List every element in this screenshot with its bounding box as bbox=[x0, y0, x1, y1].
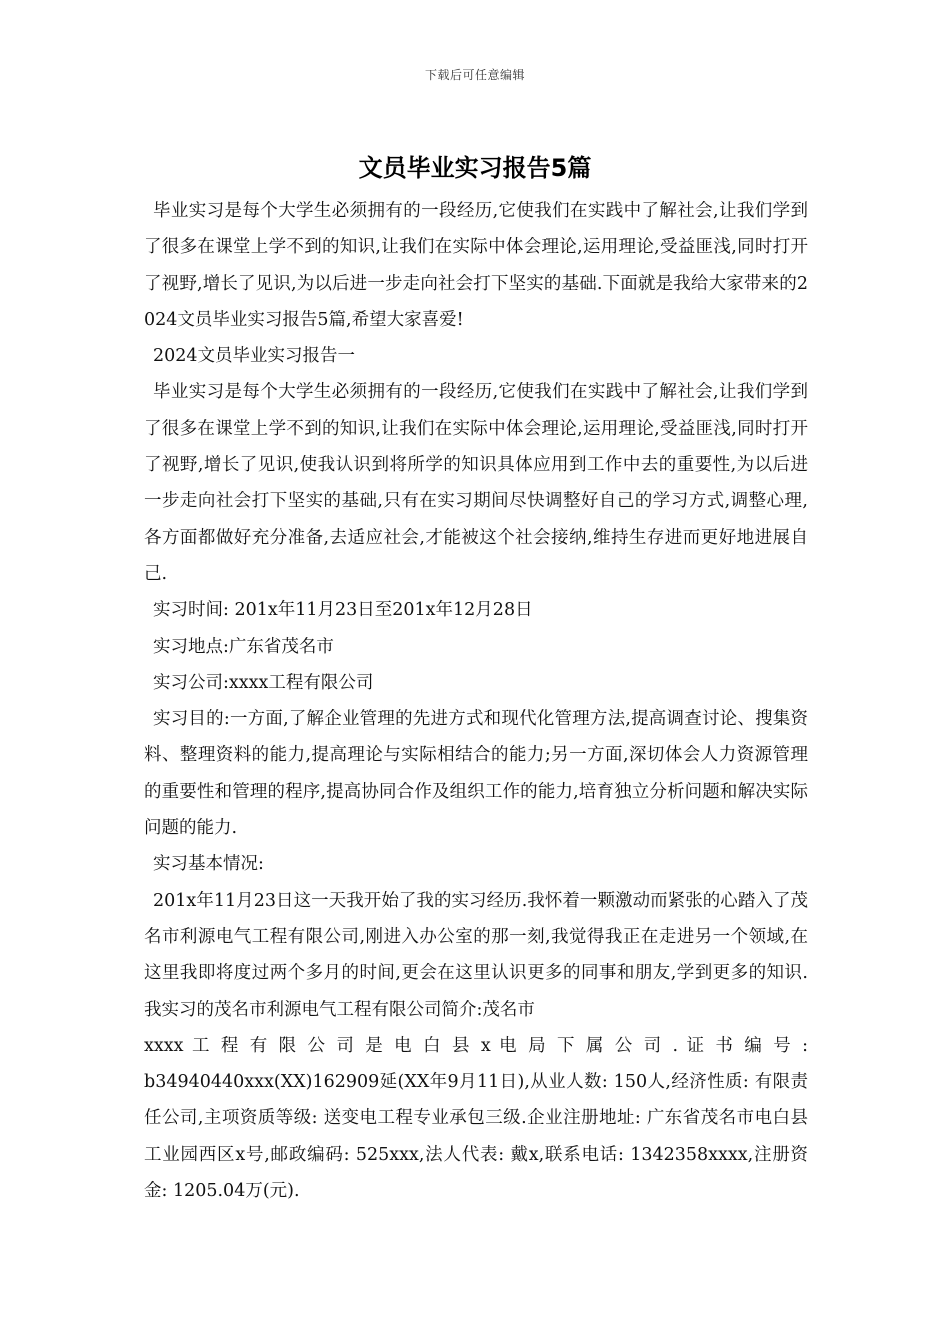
internship-company: 实习公司:xxxx工程有限公司 bbox=[153, 672, 374, 693]
company-details: b34940440xxx(XX)162909延(XX年9月11日),从业人数: 150人,经济性质: 有限责任公司,主项资质等级: 送变电工程专业承包三级.企业注册地址: 广东省茂名市电白县工业园西区x号,邮政编码: 525xxx,法人代表: 戴x,联系电话: 1342358xxxx,注册资金: 1205.04万(元). bbox=[144, 1072, 808, 1202]
document-title: 文员毕业实习报告5篇 bbox=[358, 154, 592, 182]
company-description-line: xxxx 工 程 有 限 公 司 是 电 白 县 x 电 局 下 属 公 司 . 证 书 编 号 : bbox=[144, 1035, 808, 1056]
internship-narrative: 201x年11月23日这一天我开始了我的实习经历.我怀着一颗激动而紧张的心踏入了茂名市利源电气工程有限公司,刚进入办公室的那一刻,我觉得我正在走进另一个领域,在这里我即将度过两个多月的时间,更会在这里认识更多的同事和朋友,学到更多的知识.我实习的茂名市利源电气工程有限公司简介:茂名市 bbox=[144, 890, 808, 1020]
body-paragraph: 毕业实习是每个大学生必须拥有的一段经历,它使我们在实践中了解社会,让我们学到了很多在课堂上学不到的知识,让我们在实际中体会理论,运用理论,受益匪浅,同时打开了视野,增长了见识,使我认识到将所学的知识具体应用到工作中去的重要性,为以后进一步走向社会打下坚实的基础,只有在实习期间尽快调整好自己的学习方式,调整心理,各方面都做好充分准备,去适应社会,才能被这个社会接纳,维持生存进而更好地进展自己. bbox=[144, 382, 808, 584]
intro-paragraph: 毕业实习是每个大学生必须拥有的一段经历,它使我们在实践中了解社会,让我们学到了很多在课堂上学不到的知识,让我们在实际中体会理论,运用理论,受益匪浅,同时打开了视野,增长了见识,为以后进一步走向社会打下坚实的基础.下面就是我给大家带来的2024文员毕业实习报告5篇,希望大家喜爱! bbox=[144, 201, 808, 330]
internship-overview-label: 实习基本情况: bbox=[153, 854, 264, 875]
document-body bbox=[144, 193, 808, 1209]
internship-time: 实习时间: 201x年11月23日至201x年12月28日 bbox=[153, 600, 533, 621]
header-note: 下载后可任意编辑 bbox=[424, 68, 525, 82]
internship-purpose: 实习目的:一方面,了解企业管理的先进方式和现代化管理方法,提高调查讨论、搜集资料、整理资料的能力,提高理论与实际相结合的能力;另一方面,深切体会人力资源管理的重要性和管理的程序,提高协同合作及组织工作的能力,培育独立分析问题和解决实际问题的能力. bbox=[144, 709, 808, 839]
internship-location: 实习地点:广东省茂名市 bbox=[153, 636, 334, 657]
section-heading: 2024文员毕业实习报告一 bbox=[153, 346, 356, 367]
